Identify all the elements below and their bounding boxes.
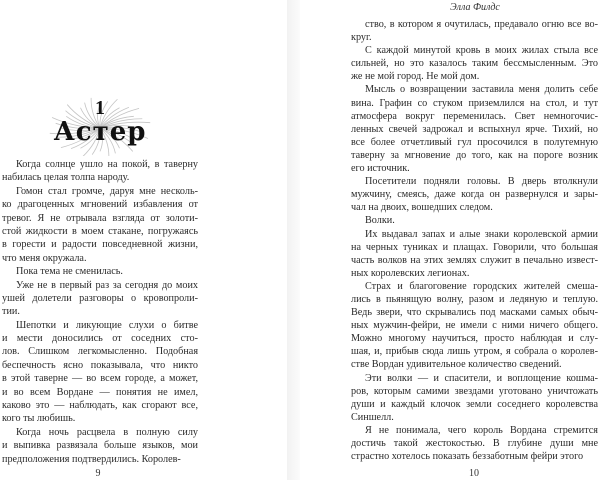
text-line: Страх и благоговение городских жителей смеша- bbox=[365, 280, 598, 292]
page-number: 10 bbox=[469, 468, 479, 479]
text-line: Можно многому научиться, просто наблюдая и слу- bbox=[351, 333, 598, 345]
text-line: ров, которым самими звездами уготовано уничтожать bbox=[351, 385, 598, 397]
text-line: души и каждый клочок земли соседнего королевства bbox=[351, 398, 598, 410]
text-line: предположения подтвердились. Королев- bbox=[2, 453, 181, 465]
text-line: сильней, но это казалось таким бессмысленным. Это bbox=[351, 58, 598, 70]
text-line: шая, и, прибыв сюда лишь утром, я собрала о королев- bbox=[351, 346, 598, 358]
text-line: Ведь звери, что скрывались под масками самых обыч- bbox=[351, 307, 598, 319]
text-line: мужчину, смеясь, даже когда он развернулся и зары- bbox=[351, 189, 598, 201]
text-line: страстно хотелось показать беззаботным фейри этого bbox=[351, 451, 584, 463]
text-line: же не мой город. Не мой дом. bbox=[351, 71, 480, 83]
text-line: и во всем Вордане — понятия не имел, bbox=[2, 386, 198, 398]
text-line: Когда солнце ушло на покой, в таверну bbox=[16, 159, 198, 170]
text-line: ных мужчин-фейри, не имели с ними ничего общего. bbox=[351, 320, 598, 332]
text-line: его источник. bbox=[351, 163, 410, 175]
chapter-number: 1 bbox=[95, 97, 105, 119]
text-line: достичь такой жестокостью. В глубине души мне bbox=[351, 438, 598, 449]
left-page bbox=[0, 0, 288, 480]
running-head-author: Элла Филдс bbox=[450, 2, 500, 13]
text-line: в этой таверне — во всем городе, а может, bbox=[2, 373, 198, 385]
text-line: ных королевских легионах. bbox=[351, 267, 470, 279]
text-line: каково это — наблюдать, как сгорают все, bbox=[2, 400, 198, 412]
text-line: ушей долетели разговоры о кровопроли- bbox=[2, 292, 198, 304]
text-line: беспечность ясно показывала, что никто bbox=[2, 359, 198, 371]
text-line: кого ты любишь. bbox=[2, 413, 76, 425]
text-line: Когда ночь расцвела в полную силу bbox=[16, 426, 198, 438]
text-line: ко драгоценных мгновений избавления от bbox=[2, 199, 198, 211]
text-line: Уже не в первый раз за сегодня до моих bbox=[16, 279, 198, 291]
text-line: ленных свечей задрожал и вспыхнул ярче. Тихий, но bbox=[351, 123, 598, 135]
text-line: стой жидкости в моем стакане, погружаясь bbox=[2, 225, 198, 237]
text-line: на черных туниках и плащах. Говорили, что большая bbox=[351, 241, 598, 253]
text-line: вина. Графин со стуком приземлился на стол, и тут bbox=[351, 97, 598, 109]
text-line: стве Вордан удивительное количество сведений. bbox=[351, 359, 562, 371]
text-line: Гомон стал громче, даруя мне несколь- bbox=[16, 185, 198, 197]
page-number: 9 bbox=[95, 468, 101, 479]
book-gutter bbox=[287, 0, 300, 480]
text-line: Эти волки — и спасители, и воплощение кошма- bbox=[365, 372, 598, 384]
text-line: атмосфера вокруг переменилась. Свет немногочис- bbox=[351, 110, 598, 122]
text-line: в горести и радости повседневной жизни, bbox=[2, 239, 198, 251]
text-line: Синшелл. bbox=[351, 411, 394, 423]
chapter-heading bbox=[20, 96, 180, 156]
text-line: Посетители подняли головы. В дверь втолкнули bbox=[365, 176, 598, 188]
chapter-title: Астер bbox=[53, 117, 147, 147]
text-line: Шепотки и ликующие слухи о битве bbox=[16, 319, 198, 331]
text-line: все более отчетливый гул просочился в полутемную bbox=[351, 136, 598, 148]
text-line: С каждой минутой кровь в моих жилах стыла все bbox=[365, 45, 598, 57]
text-line: и выпивка развязала больше языков, мои bbox=[2, 440, 198, 452]
text-line: тревог. Я не отрывала взгляда от золоти- bbox=[2, 212, 198, 224]
text-line: и мести доносились от соседних сто- bbox=[2, 333, 198, 345]
text-line: Волки. bbox=[365, 215, 395, 227]
text-line: Мысль о возвращении заставила меня долить себе bbox=[365, 84, 598, 96]
text-line: лов. Слишком легкомысленно. Подобная bbox=[2, 346, 198, 358]
right-page-text bbox=[351, 18, 598, 463]
text-line: таверну за мгновение до того, как на пороге возник bbox=[351, 149, 598, 161]
text-line: что меня окружала. bbox=[2, 252, 87, 264]
text-line: ство, в котором я очутилась, предавало огню все во- bbox=[365, 19, 598, 30]
text-line: тии. bbox=[2, 306, 20, 318]
text-line: Их выдавал запах и алые знаки королевской армии bbox=[365, 228, 598, 240]
text-line: набилась целая толпа народу. bbox=[2, 172, 130, 184]
text-line: Я не понимала, чего король Вордана стремится bbox=[365, 424, 598, 436]
left-page-text bbox=[2, 158, 198, 466]
text-line: лись в пьянящую волну, разом и ледяную и теплую. bbox=[351, 293, 598, 305]
text-line: часть волков на этих землях служит в печально извест- bbox=[351, 254, 598, 266]
text-line: чал на двоих, вошедших следом. bbox=[351, 202, 493, 214]
right-page bbox=[300, 0, 600, 480]
text-line: круг. bbox=[351, 32, 372, 44]
text-line: Пока тема не сменилась. bbox=[16, 266, 123, 278]
